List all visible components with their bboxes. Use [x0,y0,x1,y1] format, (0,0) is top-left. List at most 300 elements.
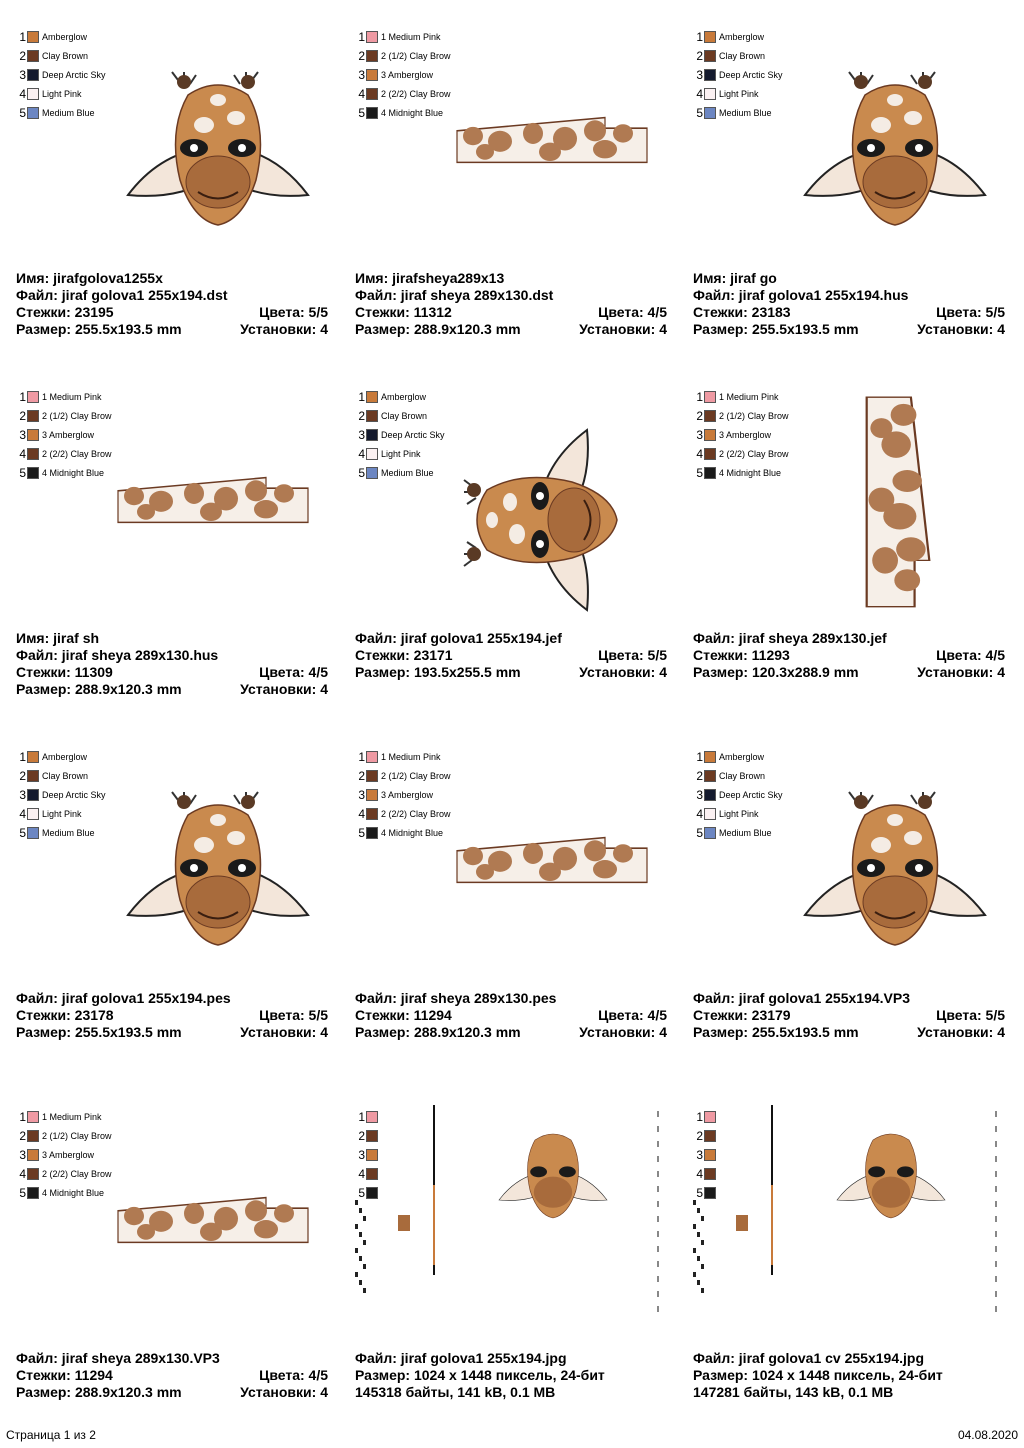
color-swatch [366,448,378,460]
thread-name: Light Pink [381,448,421,459]
design-info [16,1350,328,1401]
thread-name: 4 Midnight Blue [381,107,444,118]
legend-number: 5 [358,465,365,480]
legend-number: 2 [19,48,26,63]
info-label: Стежки: 11309 [16,664,113,680]
legend-item [14,747,106,766]
info-line [355,270,667,287]
legend-item [691,103,783,122]
info-label: Размер: 288.9x120.3 mm [16,1384,182,1400]
legend-number: 1 [358,1109,365,1124]
color-swatch [366,31,378,43]
design-card [347,720,685,1080]
legend-number: 4 [696,806,703,821]
info-line [693,647,1005,664]
legend-number: 4 [358,1166,365,1181]
legend-item [691,804,783,823]
legend-item [353,804,451,823]
info-line [693,287,1005,304]
legend-item [14,804,106,823]
color-swatch [27,827,39,839]
info-value: Цвета: 4/5 [598,1007,667,1023]
info-label: Имя: jiraf go [693,270,777,286]
info-label: Размер: 255.5x193.5 mm [16,321,182,337]
legend-number: 2 [19,408,26,423]
design-card [685,1080,1023,1440]
legend-item [14,27,106,46]
legend-item [353,463,445,482]
color-swatch [27,1168,39,1180]
legend-item [691,444,789,463]
legend-item [353,406,445,425]
info-line [355,321,667,338]
info-line [355,1384,667,1401]
info-line [355,1350,667,1367]
color-legend [691,27,783,122]
thread-name: 4 Midnight Blue [42,467,105,478]
thread-name: Light Pink [42,88,82,99]
thread-name: Medium Blue [719,107,772,118]
info-line [355,1007,667,1024]
thread-name: 3 Amberglow [42,429,95,440]
info-line [693,1350,1005,1367]
giraffe-head-artwork [462,390,632,620]
color-swatch [366,789,378,801]
color-legend [14,27,106,122]
info-value: Установки: 4 [240,1384,328,1400]
info-line [16,647,328,664]
legend-number: 3 [696,427,703,442]
thread-name: Medium Blue [42,107,95,118]
design-card [347,1080,685,1440]
info-label: Файл: jiraf golova1 255x194.dst [16,287,228,303]
info-label: Размер: 288.9x120.3 mm [355,321,521,337]
color-swatch [704,789,716,801]
thread-name: 4 Midnight Blue [719,467,782,478]
legend-number: 5 [696,105,703,120]
thread-name: 3 Amberglow [42,1149,95,1160]
info-line [16,664,328,681]
info-label: 145318 байты, 141 kB, 0.1 MB [355,1384,556,1400]
jpg-preview-artwork [691,1105,1001,1330]
legend-item [353,387,445,406]
info-line [16,630,328,647]
thread-name: 3 Amberglow [381,789,434,800]
thread-name: 2 (1/2) Clay Brow [42,1130,112,1141]
giraffe-neck-artwork [116,1195,311,1245]
info-line [693,1384,1005,1401]
color-swatch [366,751,378,763]
thread-name: Clay Brown [381,410,428,421]
giraffe-head-artwork [118,70,318,230]
info-value: Цвета: 5/5 [259,1007,328,1023]
design-info [355,270,667,338]
info-value: Цвета: 5/5 [259,304,328,320]
legend-item [14,785,106,804]
thread-name: Amberglow [381,391,427,402]
thread-name: Light Pink [719,88,759,99]
legend-item [353,103,451,122]
color-swatch [366,69,378,81]
info-label: Файл: jiraf sheya 289x130.VP3 [16,1350,220,1366]
color-swatch [27,50,39,62]
legend-item [691,823,783,842]
info-line [16,1367,328,1384]
legend-item [14,84,106,103]
info-value: Цвета: 4/5 [598,304,667,320]
color-swatch [27,391,39,403]
info-line [693,1024,1005,1041]
color-legend [691,387,789,482]
info-line [16,681,328,698]
info-line [16,1007,328,1024]
legend-number: 2 [19,768,26,783]
thread-name: 1 Medium Pink [381,751,441,762]
legend-item [691,387,789,406]
info-value: Установки: 4 [917,1024,1005,1040]
info-line [693,990,1005,1007]
info-label: Размер: 255.5x193.5 mm [693,321,859,337]
legend-number: 1 [358,749,365,764]
info-line [693,1007,1005,1024]
design-info [693,990,1005,1041]
legend-number: 4 [358,86,365,101]
info-line [693,630,1005,647]
legend-number: 4 [696,446,703,461]
legend-item [353,444,445,463]
thread-name: 2 (2/2) Clay Brow [42,448,112,459]
info-line [355,664,667,681]
legend-number: 4 [19,806,26,821]
page-indicator: Страница 1 из 2 [6,1428,96,1442]
info-label: Стежки: 23178 [16,1007,114,1023]
legend-item [691,46,783,65]
thread-name: Deep Arctic Sky [381,429,445,440]
info-label: Файл: jiraf golova1 255x194.VP3 [693,990,910,1006]
info-label: Размер: 120.3x288.9 mm [693,664,859,680]
info-label: Файл: jiraf golova1 255x194.pes [16,990,231,1006]
legend-number: 1 [696,1109,703,1124]
legend-number: 4 [358,446,365,461]
giraffe-head-artwork [795,70,995,230]
legend-number: 3 [358,1147,365,1162]
design-card [685,0,1023,360]
legend-item [353,65,451,84]
legend-item [353,84,451,103]
legend-number: 1 [696,29,703,44]
thread-name: 4 Midnight Blue [42,1187,105,1198]
color-swatch [704,467,716,479]
legend-item [691,747,783,766]
legend-item [691,27,783,46]
color-swatch [366,808,378,820]
info-value: Цвета: 4/5 [936,647,1005,663]
legend-item [691,65,783,84]
legend-number: 3 [358,67,365,82]
legend-number: 1 [19,29,26,44]
design-info [693,1350,1005,1401]
legend-number: 2 [696,1128,703,1143]
color-swatch [704,69,716,81]
info-label: Стежки: 23183 [693,304,791,320]
legend-item [14,1107,112,1126]
legend-item [691,766,783,785]
info-value: Установки: 4 [240,681,328,697]
color-swatch [27,789,39,801]
thread-name: Clay Brown [42,770,89,781]
color-swatch [27,31,39,43]
legend-number: 1 [358,29,365,44]
color-swatch [366,391,378,403]
jpg-preview-artwork [353,1105,663,1330]
legend-number: 3 [19,1147,26,1162]
info-value: Цвета: 4/5 [259,1367,328,1383]
color-legend [353,747,451,842]
info-line [355,990,667,1007]
color-swatch [27,410,39,422]
legend-item [691,785,783,804]
info-label: Стежки: 11294 [16,1367,113,1383]
legend-number: 4 [19,446,26,461]
info-line [355,1024,667,1041]
legend-number: 5 [358,825,365,840]
color-legend [14,1107,112,1202]
thread-name: 2 (1/2) Clay Brow [719,410,789,421]
legend-number: 5 [696,825,703,840]
info-value: Цвета: 5/5 [598,647,667,663]
info-line [355,287,667,304]
thread-name: Clay Brown [719,770,766,781]
design-info [355,990,667,1041]
color-swatch [704,391,716,403]
legend-number: 4 [358,806,365,821]
legend-number: 2 [696,48,703,63]
legend-item [14,103,106,122]
info-line [355,304,667,321]
info-label: Файл: jiraf sheya 289x130.jef [693,630,887,646]
info-label: Файл: jiraf sheya 289x130.hus [16,647,219,663]
info-label: Файл: jiraf golova1 cv 255x194.jpg [693,1350,924,1366]
legend-number: 3 [358,427,365,442]
info-line [16,321,328,338]
thread-name: Amberglow [719,751,765,762]
info-value: Цвета: 4/5 [259,664,328,680]
legend-item [14,46,106,65]
thread-name: 1 Medium Pink [42,391,102,402]
info-line [355,1367,667,1384]
color-swatch [704,107,716,119]
info-line [693,321,1005,338]
thread-name: 2 (2/2) Clay Brow [381,808,451,819]
info-value: Цвета: 5/5 [936,304,1005,320]
legend-number: 5 [19,465,26,480]
color-swatch [27,1111,39,1123]
legend-number: 2 [358,48,365,63]
thread-name: Medium Blue [42,827,95,838]
giraffe-neck-artwork [455,115,650,165]
info-value: Цвета: 5/5 [936,1007,1005,1023]
color-legend [353,387,445,482]
info-line [16,270,328,287]
info-label: Размер: 288.9x120.3 mm [16,681,182,697]
color-swatch [366,50,378,62]
legend-number: 2 [358,768,365,783]
color-swatch [704,448,716,460]
legend-number: 2 [696,408,703,423]
info-label: Стежки: 23195 [16,304,114,320]
info-line [355,647,667,664]
info-label: Имя: jirafsheya289x13 [355,270,505,286]
color-swatch [704,770,716,782]
info-label: 147281 байты, 143 kB, 0.1 MB [693,1384,894,1400]
thread-name: 3 Amberglow [381,69,434,80]
info-label: Файл: jiraf golova1 255x194.hus [693,287,909,303]
info-label: Имя: jiraf sh [16,630,100,646]
color-swatch [704,410,716,422]
design-card [685,720,1023,1080]
design-card [347,360,685,720]
color-legend [353,27,451,122]
legend-number: 5 [19,105,26,120]
legend-number: 3 [696,1147,703,1162]
legend-number: 3 [696,787,703,802]
info-value: Установки: 4 [917,664,1005,680]
legend-number: 5 [358,105,365,120]
info-label: Файл: jiraf sheya 289x130.pes [355,990,557,1006]
legend-number: 5 [19,825,26,840]
info-line [693,664,1005,681]
legend-number: 1 [19,1109,26,1124]
color-swatch [27,429,39,441]
color-swatch [27,751,39,763]
design-info [355,1350,667,1401]
giraffe-head-artwork [118,790,318,950]
legend-number: 2 [696,768,703,783]
legend-item [14,823,106,842]
thread-name: 4 Midnight Blue [381,827,444,838]
info-label: Стежки: 11312 [355,304,452,320]
info-value: Установки: 4 [240,321,328,337]
info-value: Установки: 4 [579,664,667,680]
legend-number: 2 [358,408,365,423]
legend-number: 5 [696,465,703,480]
info-line [693,304,1005,321]
legend-item [14,425,112,444]
design-card [8,360,346,720]
print-date: 04.08.2020 [957,1428,1018,1442]
info-line [16,990,328,1007]
info-label: Файл: jiraf golova1 255x194.jef [355,630,562,646]
legend-number: 3 [19,67,26,82]
color-swatch [27,1187,39,1199]
color-legend [691,747,783,842]
thread-name: Amberglow [42,31,88,42]
legend-number: 5 [19,1185,26,1200]
legend-number: 1 [19,389,26,404]
color-swatch [704,31,716,43]
giraffe-neck-artwork [455,835,650,885]
legend-number: 3 [19,787,26,802]
legend-item [691,425,789,444]
color-legend [14,747,106,842]
legend-number: 4 [696,1166,703,1181]
info-value: Установки: 4 [579,1024,667,1040]
thread-name: 3 Amberglow [719,429,772,440]
info-line [16,1384,328,1401]
thread-name: Clay Brown [719,50,766,61]
color-swatch [27,770,39,782]
color-swatch [27,1149,39,1161]
thread-name: 2 (1/2) Clay Brow [381,770,451,781]
design-info [693,270,1005,338]
info-label: Размер: 255.5x193.5 mm [16,1024,182,1040]
giraffe-head-artwork [795,790,995,950]
info-line [16,304,328,321]
thread-name: 2 (2/2) Clay Brow [381,88,451,99]
thread-name: 2 (1/2) Clay Brow [42,410,112,421]
info-label: Стежки: 23171 [355,647,453,663]
design-card [8,720,346,1080]
design-card [685,360,1023,720]
thread-name: Deep Arctic Sky [42,69,106,80]
color-swatch [366,827,378,839]
info-line [693,270,1005,287]
legend-number: 4 [696,86,703,101]
design-info [16,990,328,1041]
color-swatch [366,467,378,479]
design-card [347,0,685,360]
design-info [355,630,667,681]
design-info [693,630,1005,681]
info-label: Стежки: 11294 [355,1007,452,1023]
legend-item [353,27,451,46]
thread-name: 1 Medium Pink [381,31,441,42]
legend-item [691,84,783,103]
info-label: Стежки: 11293 [693,647,790,663]
legend-number: 5 [696,1185,703,1200]
legend-item [353,766,451,785]
thread-name: 2 (2/2) Clay Brow [719,448,789,459]
thread-name: Medium Blue [381,467,434,478]
thread-name: Clay Brown [42,50,89,61]
info-label: Стежки: 23179 [693,1007,791,1023]
color-swatch [704,827,716,839]
color-swatch [366,410,378,422]
legend-number: 5 [358,1185,365,1200]
thread-name: Light Pink [719,808,759,819]
info-line [16,1024,328,1041]
thread-name: Light Pink [42,808,82,819]
info-label: Размер: 193.5x255.5 mm [355,664,521,680]
color-swatch [27,808,39,820]
color-swatch [704,429,716,441]
legend-number: 1 [696,389,703,404]
design-info [16,630,328,698]
legend-item [14,766,106,785]
color-swatch [366,88,378,100]
legend-item [353,823,451,842]
legend-item [691,406,789,425]
legend-item [14,1126,112,1145]
legend-item [14,406,112,425]
thread-name: 2 (2/2) Clay Brow [42,1168,112,1179]
info-label: Файл: jiraf golova1 255x194.jpg [355,1350,567,1366]
thread-name: Deep Arctic Sky [42,789,106,800]
legend-number: 2 [19,1128,26,1143]
color-swatch [27,448,39,460]
legend-number: 2 [358,1128,365,1143]
legend-item [14,444,112,463]
